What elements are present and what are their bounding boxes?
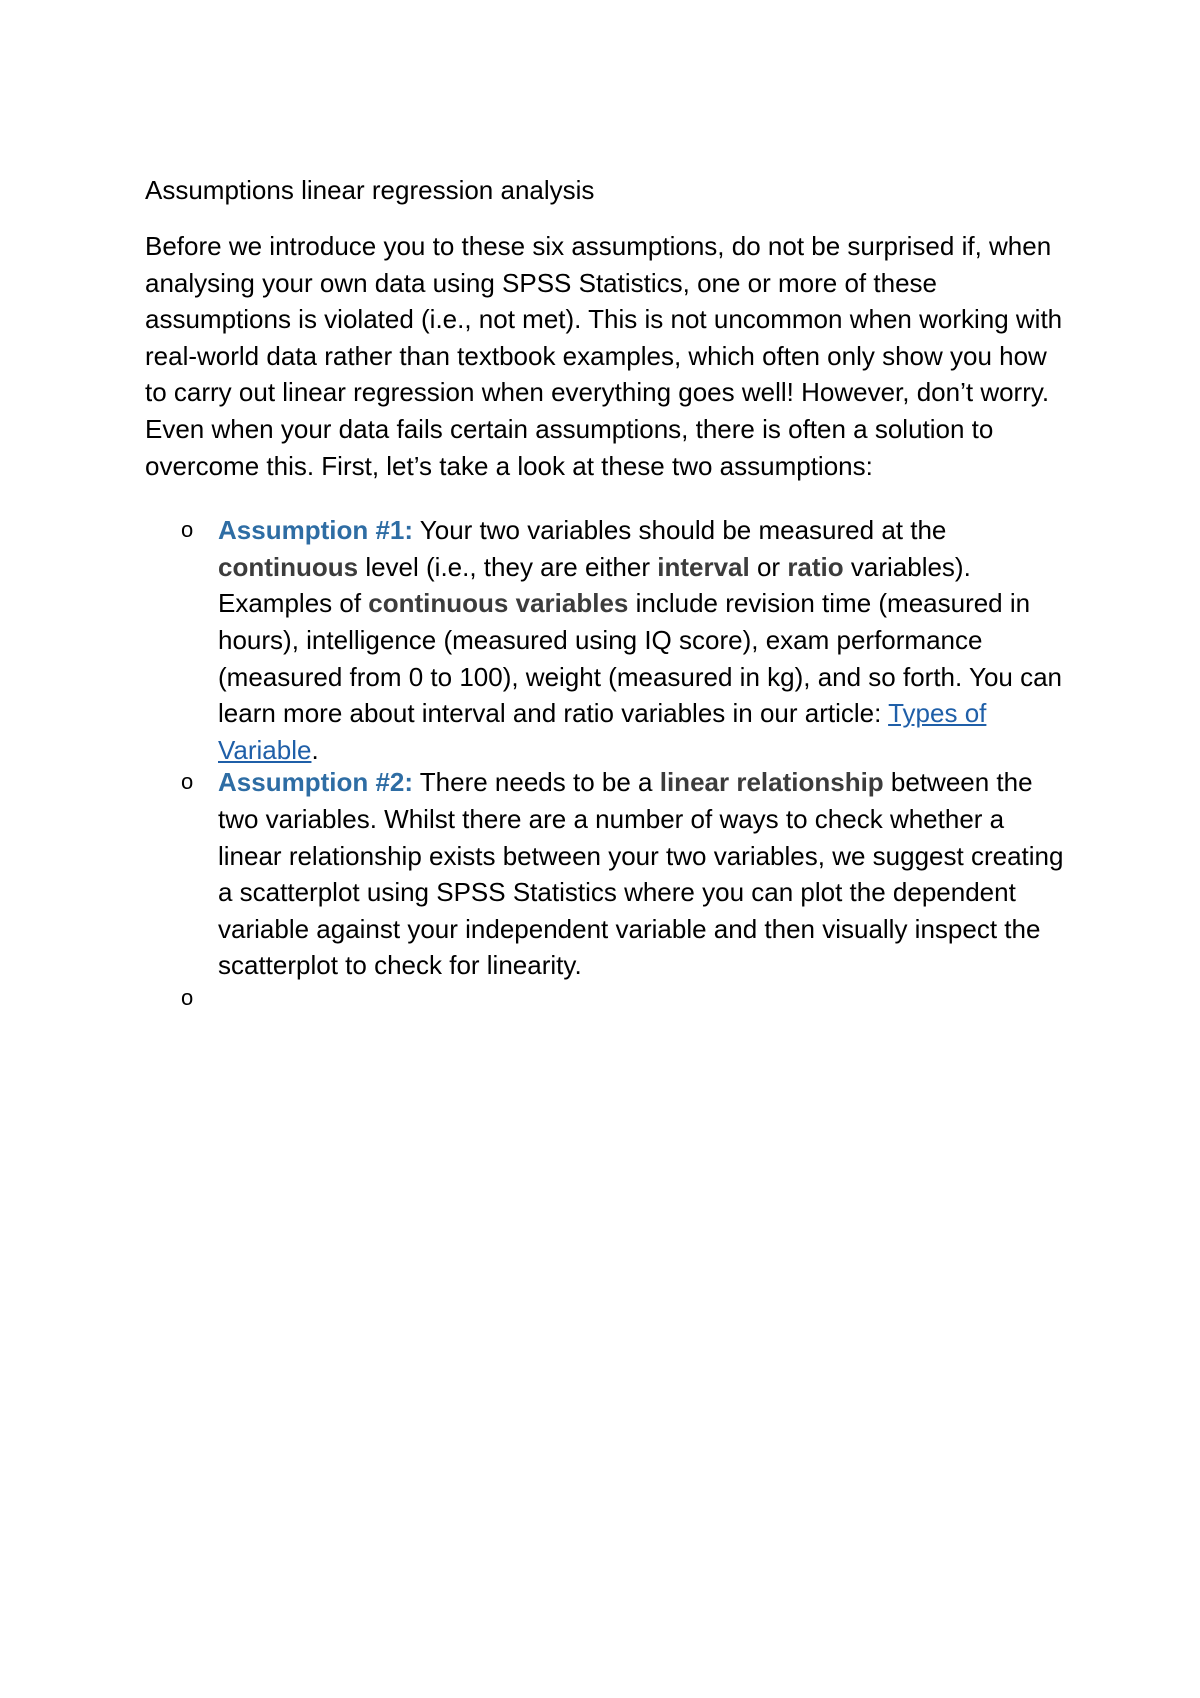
term-interval: interval [657, 551, 750, 582]
assumption-1-text-part: include revision time (measured in hours), intelligence (measured using IQ score), exam performance (measured from 0 to 100), weight (measured in kg), and so forth. You can learn more about interval and ratio variables in our article: [218, 588, 1063, 729]
bullet-marker: o [181, 769, 194, 795]
assumption-list [145, 512, 1065, 1016]
assumption-2-text-part: between the two variables. Whilst there are a number of ways to check whether a linear relationship exists between your two variables, we suggest creating a scatterplot using SPSS Statistics where you can plot the dependent variable against your independent variable and then visually inspect the scatterplot to check for linearity. [218, 767, 1064, 981]
empty-list-item [145, 980, 1065, 1017]
assumption-1-text-part: level (i.e., they are either [358, 551, 658, 582]
assumption-1-label: Assumption #1: [218, 515, 414, 546]
assumption-1-text-part: . [311, 734, 319, 765]
bullet-marker: o [181, 517, 194, 543]
term-linear-relationship: linear relationship [659, 767, 884, 798]
bullet-marker: o [181, 984, 194, 1010]
intro-paragraph: Before we introduce you to these six assumptions, do not be surprised if, when analysing your own data using SPSS Statistics, one or more of these assumptions is violated (i.e., not met). This is not uncommon when working with real-world data rather than textbook examples, which often only show you how to carry out linear regression when everything goes well! However, don’t worry. Even when your data fails certain assumptions, there is often a solution to overcome this. First, let’s take a look at these two assumptions: [145, 231, 1063, 481]
assumption-1-text-part: or [749, 551, 788, 582]
assumption-2-item [145, 764, 1065, 984]
assumption-2-text [218, 764, 1065, 984]
term-continuous: continuous [218, 551, 359, 582]
term-continuous-variables: continuous variables [368, 588, 629, 619]
empty-bullet-text [218, 980, 1065, 1017]
types-of-variable-link[interactable]: Types of Variable [218, 698, 987, 765]
document-content [145, 172, 1065, 1016]
document-title: Assumptions linear regression analysis [145, 175, 595, 205]
assumption-2-text-part: There needs to be a [413, 767, 660, 798]
term-ratio: ratio [787, 551, 844, 582]
assumption-1-text [218, 512, 1065, 768]
assumption-1-text-part: variables). Examples of [218, 551, 971, 619]
assumption-2-label: Assumption #2: [218, 767, 414, 798]
assumption-1-item [145, 512, 1065, 768]
assumption-1-text-part: Your two variables should be measured at the [413, 515, 947, 546]
